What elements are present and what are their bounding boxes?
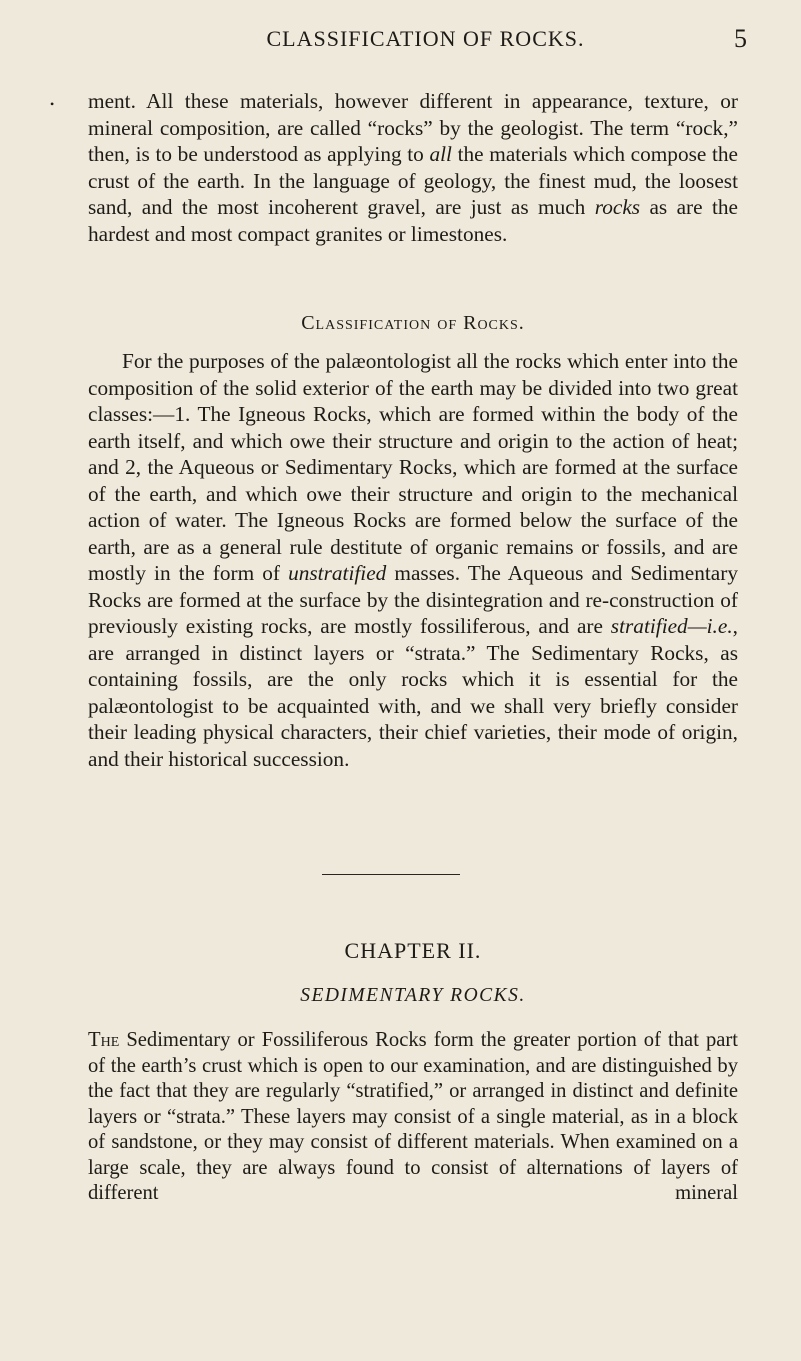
paragraph-continuation (88, 88, 738, 247)
paragraph2-text-c: , are arranged in distinct layers or “strata.” The Sedimentary Rocks, as containing fossils, are the only rocks which it is essential for the palæontologist to be acquainted with, and we shall very briefly consider their leading physical characters, their chief varieties, their mode of origin, and their historical succession. (88, 614, 738, 771)
section-divider (322, 874, 460, 875)
paragraph1-em-all: all (429, 142, 452, 166)
running-head (90, 18, 761, 58)
paragraph1-text-b: the materials which compose the crust of the earth. In the language of geology, the finest mud, the loosest sand, and the most incoherent gravel, are just as much (88, 142, 738, 219)
paragraph2-text-b: masses. The Aqueous and Sedimentary Rocks are formed at the surface by the disintegration and re-construction of previously existing rocks, are mostly fossiliferous, and are (88, 561, 739, 638)
paragraph3-text: Sedimentary or Fossiliferous Rocks form the greater portion of that part of the earth’s crust which is open to our examination, and are distinguished by the fact that they are regularly “stratified,” or arranged in distinct and definite layers or “strata.” These layers may consist of a single material, as in a block of sandstone, or they may consist of different materials. When examined on a large scale, they are always found to consist of alternations of layers of different mineral (88, 1029, 738, 1204)
paragraph1-em-rocks: rocks (594, 195, 641, 219)
running-title: CLASSIFICATION OF ROCKS. (266, 26, 585, 51)
paragraph3-lead-word: The (88, 1029, 120, 1051)
paragraph-sedimentary (88, 1028, 738, 1207)
page-number: 5 (734, 24, 747, 53)
paragraph1-text-c: as are the hardest and most compact granites or limestones. (88, 195, 738, 246)
paragraph2-em-stratified: stratified—i.e. (610, 614, 733, 638)
chapter-subtitle: SEDIMENTARY ROCKS. (300, 985, 526, 1006)
paragraph2-text-a: For the purposes of the palæontologist all the rocks which enter into the composition of the solid exterior of the earth may be divided into two great classes:—1. The Igneous Rocks, which are formed within the body of the earth itself, and which owe their structure and origin to the action of heat; and 2, the Aqueous or Sedimentary Rocks, which are formed at the surface of the earth, and which owe their structure and origin to the mechanical action of water. The Igneous Rocks are formed below the surface of the earth, are as a general rule destitute of organic remains or fossils, and are mostly in the form of (88, 349, 738, 585)
chapter-heading: CHAPTER II. (344, 938, 482, 963)
paragraph-classification (88, 348, 738, 772)
margin-bullet: • (50, 97, 55, 111)
section-heading: Classification of Rocks. (301, 312, 525, 334)
paragraph1-text-a: ment. All these materials, however different in appearance, texture, or mineral composition, are called “rocks” by the geologist. The term “rock,” then, is to be understood as applying to (88, 89, 738, 166)
paragraph2-em-unstratified: unstratified (288, 561, 387, 585)
